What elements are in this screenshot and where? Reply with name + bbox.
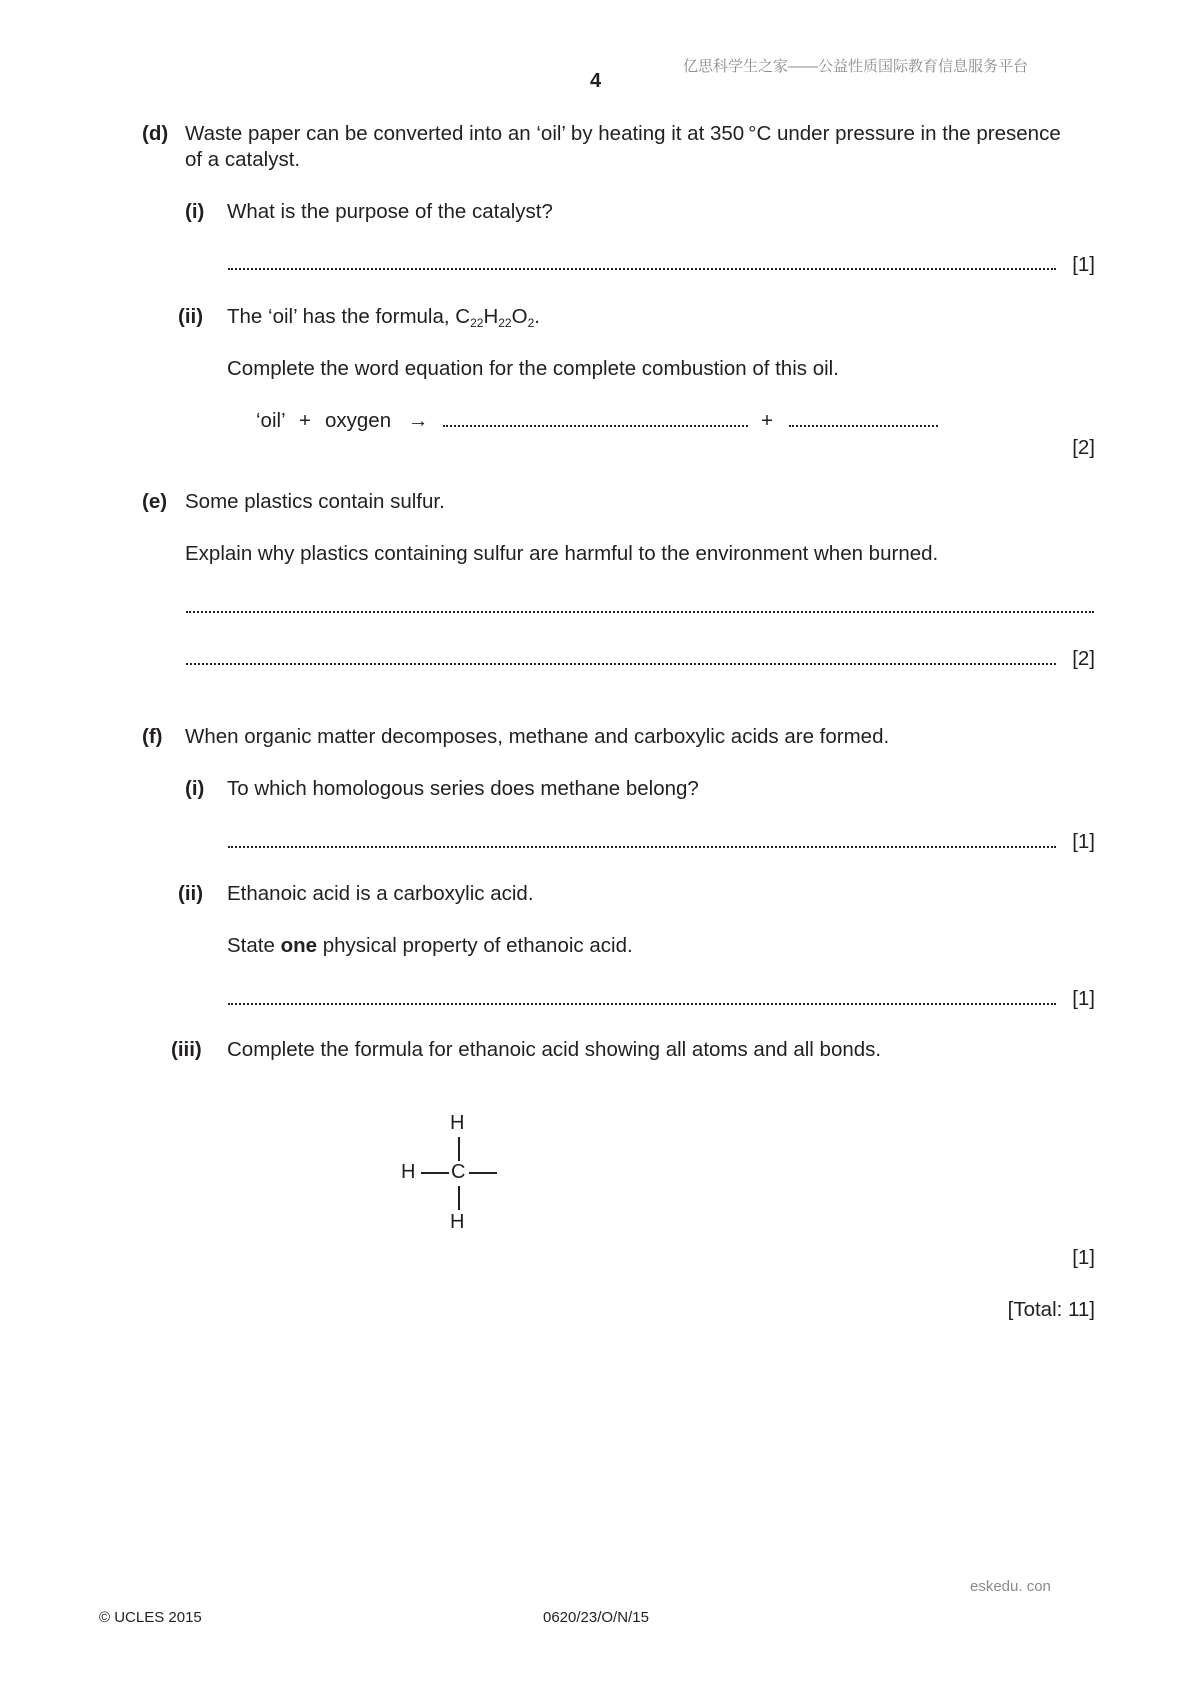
mark-f-ii: [1] [1072,987,1095,1010]
formula-o-sub: 2 [527,316,535,330]
bond-c-h-top [458,1137,460,1161]
page-number: 4 [590,70,602,92]
part-f-i-label: (i) [185,777,205,800]
header-watermark: 亿思科学生之家——公益性质国际教育信息服务平台 [683,58,1029,75]
mark-d-ii: [2] [1072,436,1095,459]
answer-line-d-i[interactable] [228,268,1056,270]
part-f-iii-question: Complete the formula for ethanoic acid showing all atoms and all bonds. [227,1038,882,1061]
part-d-ii-instruction: Complete the word equation for the complete combustion of this oil. [227,357,839,380]
part-d-ii-formula-line [227,305,540,329]
part-f-ii-label: (ii) [178,882,204,905]
q-bold: one [280,934,318,957]
total-marks: [Total: 11] [1007,1298,1095,1321]
formula-end: . [534,305,540,328]
part-d-i-label: (i) [185,200,205,223]
part-d-i-question: What is the purpose of the catalyst? [227,200,553,223]
equation-reactant-oxygen: oxygen [325,409,392,432]
part-e-stem: Some plastics contain sulfur. [185,490,445,513]
answer-line-f-i[interactable] [228,846,1056,848]
q-post: physical property of ethanoic acid. [317,934,633,957]
part-e-label: (e) [142,490,168,513]
atom-h-top: H [450,1112,465,1134]
q-pre: State [227,934,281,957]
part-d-stem-line2: of a catalyst. [185,148,301,171]
bond-c-open [469,1172,497,1174]
atom-h-bottom: H [450,1211,465,1233]
part-d-label: (d) [142,122,169,145]
part-f-i-question: To which homologous series does methane belong? [227,777,699,800]
mark-d-i: [1] [1072,253,1095,276]
mark-f-i: [1] [1072,830,1095,853]
footer-copyright: © UCLES 2015 [99,1609,202,1626]
equation-arrow: → [408,409,429,432]
part-f-iii-label: (iii) [171,1038,202,1061]
equation-reactant-oil: ‘oil’ [256,409,286,432]
part-f-ii-question [227,934,633,958]
footer-site-watermark: eskedu. con [970,1578,1051,1595]
formula-intro: The ‘oil’ has the formula, [227,305,456,328]
answer-line-e-2[interactable] [186,663,1056,665]
mark-f-iii: [1] [1072,1246,1095,1269]
part-f-ii-statement: Ethanoic acid is a carboxylic acid. [227,882,534,905]
formula-h: H [483,305,499,328]
answer-line-f-ii[interactable] [228,1003,1056,1005]
footer-paper-code: 0620/23/O/N/15 [543,1609,649,1626]
formula-o: O [511,305,528,328]
bond-c-h-left [421,1172,449,1174]
answer-line-e-1[interactable] [186,611,1094,613]
equation-plus-1: + [299,409,311,432]
bond-c-h-bottom [458,1186,460,1210]
part-d-stem-line1: Waste paper can be converted into an ‘oil’ by heating it at 350 °C under pressure in the presence [185,122,1061,145]
answer-product-2[interactable] [789,425,938,427]
formula-c: C [455,305,471,328]
formula-c-sub: 22 [470,316,484,330]
atom-c: C [451,1161,466,1183]
part-f-stem: When organic matter decomposes, methane and carboxylic acids are formed. [185,725,890,748]
part-d-ii-label: (ii) [178,305,204,328]
equation-plus-2: + [761,409,773,432]
mark-e: [2] [1072,647,1095,670]
part-f-label: (f) [142,725,163,748]
answer-product-1[interactable] [443,425,748,427]
atom-h-left: H [401,1161,416,1183]
formula-h-sub: 22 [498,316,512,330]
part-e-question: Explain why plastics containing sulfur are harmful to the environment when burned. [185,542,939,565]
